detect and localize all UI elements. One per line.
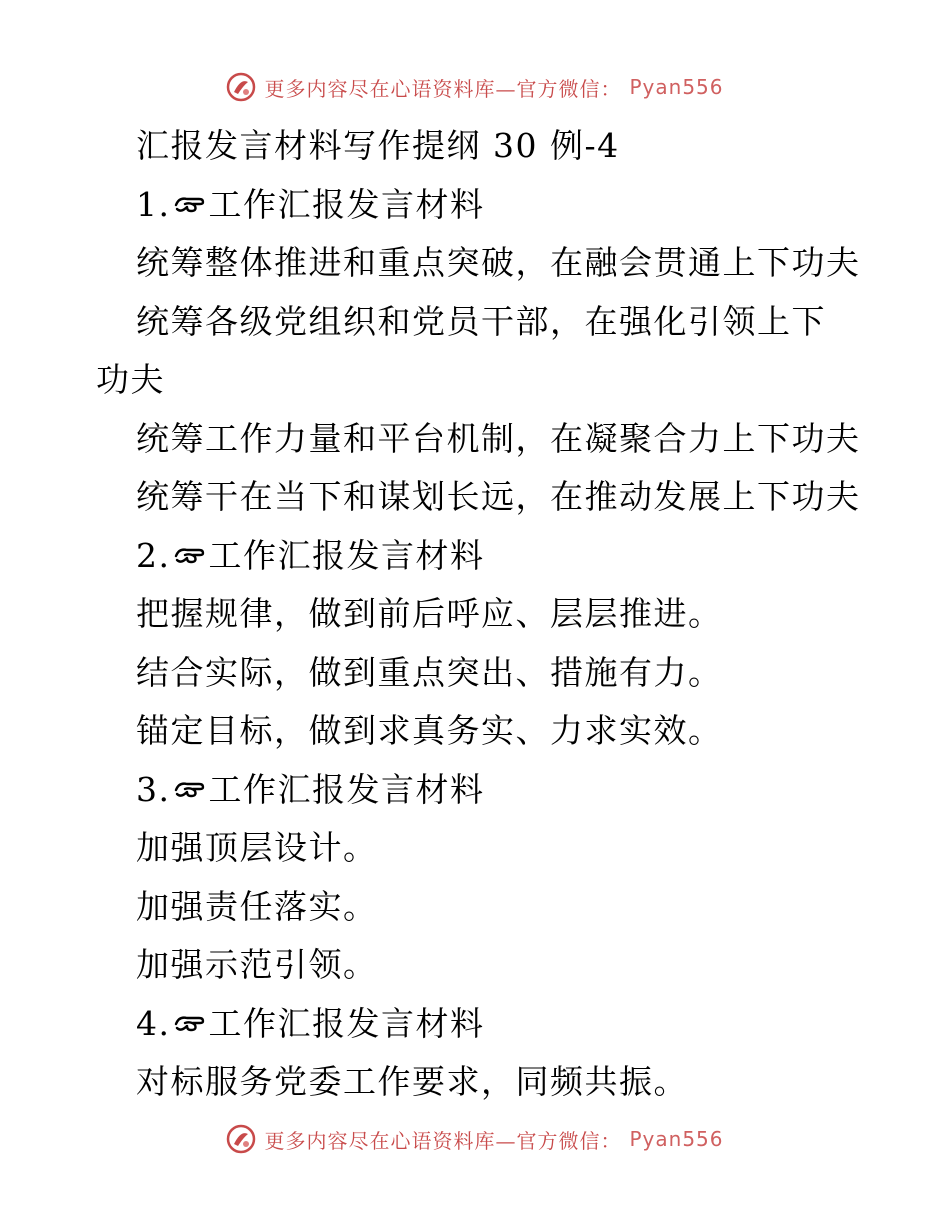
list-item: 对标服务党委工作要求，同频共振。 xyxy=(136,1062,688,1101)
list-item: 把握规律，做到前后呼应、层层推进。 xyxy=(136,594,723,633)
watermark-text: 更多内容尽在心语资料库—官方微信： xyxy=(264,76,622,101)
brand-logo-icon xyxy=(226,1124,256,1154)
section-heading-text: 工作汇报发言材料 xyxy=(208,184,485,224)
section-heading xyxy=(96,761,856,820)
hand-pointer-icon xyxy=(173,776,207,804)
list-item: 统筹整体推进和重点突破，在融会贯通上下功夫 xyxy=(136,243,861,282)
section-number: 4. xyxy=(136,1003,171,1043)
list-item: 加强责任落实。 xyxy=(136,886,378,926)
watermark-wechat-id: Pyan556 xyxy=(629,1127,724,1151)
watermark-wechat-id: Pyan556 xyxy=(629,75,724,99)
list-item: 统筹工作力量和平台机制，在凝聚合力上下功夫 xyxy=(136,418,861,458)
section-heading xyxy=(96,527,856,586)
section-heading xyxy=(96,176,856,235)
section-heading-text: 工作汇报发言材料 xyxy=(208,1003,485,1043)
section-number: 1. xyxy=(136,184,171,224)
list-item xyxy=(96,293,856,410)
hand-pointer-icon xyxy=(173,191,207,219)
list-item: 加强示范引领。 xyxy=(136,945,378,984)
section-number: 3. xyxy=(136,769,171,809)
brand-logo-icon xyxy=(226,72,256,102)
watermark-footer xyxy=(0,1124,950,1154)
list-item: 统筹干在当下和谋划长远，在推动发展上下功夫 xyxy=(136,477,861,516)
list-item: 锚定目标，做到求真务实、力求实效。 xyxy=(136,711,723,750)
document-body xyxy=(96,117,861,1112)
watermark-header xyxy=(0,72,950,102)
section-heading-text: 工作汇报发言材料 xyxy=(208,535,485,575)
hand-pointer-icon xyxy=(173,1010,207,1038)
document-title: 汇报发言材料写作提纲 30 例-4 xyxy=(136,126,620,165)
list-item: 结合实际，做到重点突出、措施有力。 xyxy=(136,652,723,692)
hand-pointer-icon xyxy=(173,542,207,570)
section-heading-text: 工作汇报发言材料 xyxy=(208,769,485,809)
watermark-text: 更多内容尽在心语资料库—官方微信： xyxy=(264,1128,622,1153)
list-item: 加强顶层设计。 xyxy=(136,828,378,867)
section-heading xyxy=(96,995,856,1054)
list-item-text: 统筹各级党组织和党员干部，在强化引领上下功夫 xyxy=(96,301,826,399)
section-number: 2. xyxy=(136,535,171,575)
